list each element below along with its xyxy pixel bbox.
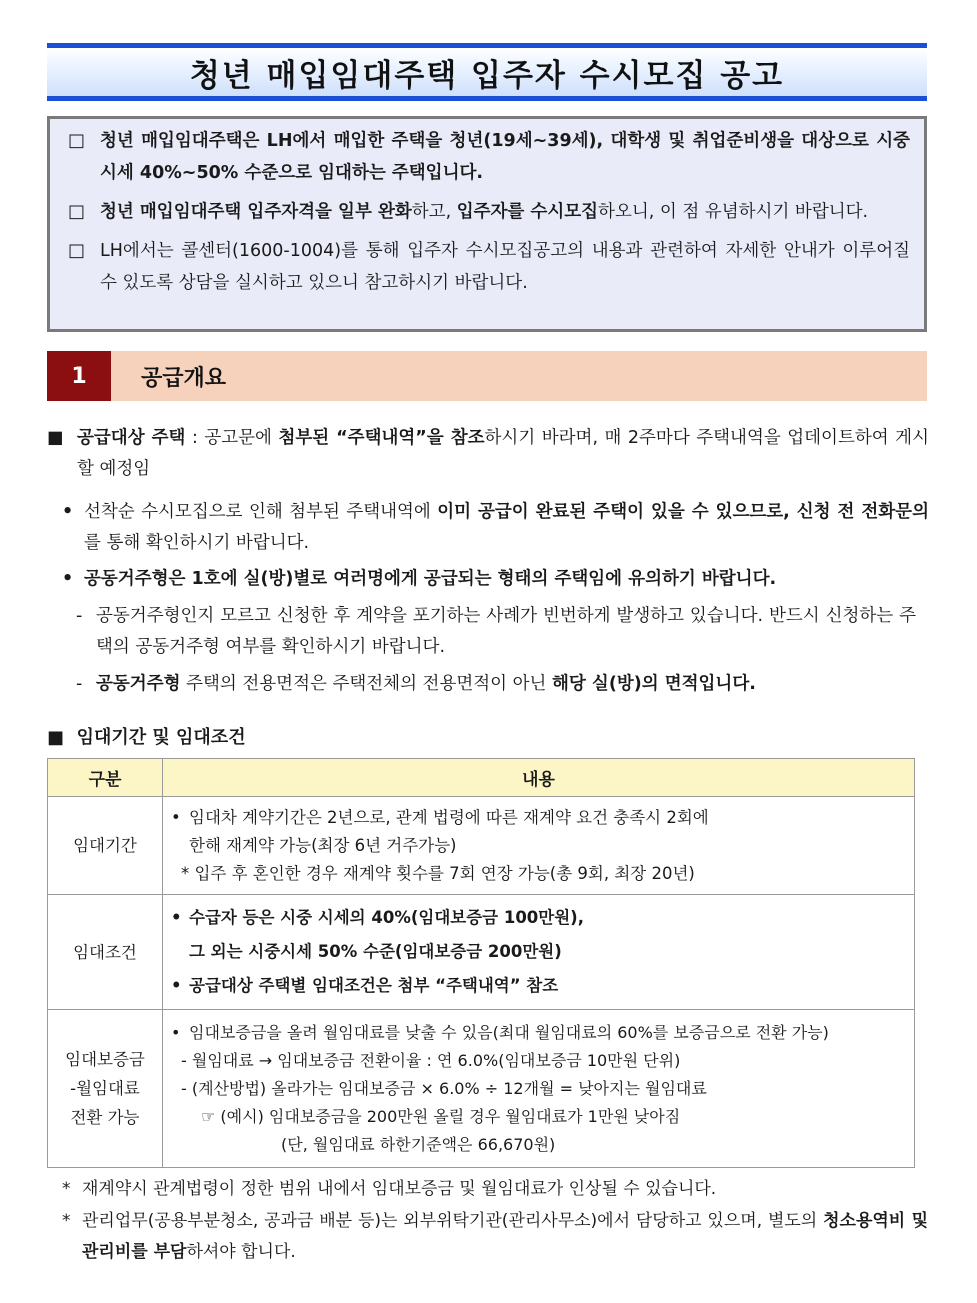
dash-paragraph: [76, 601, 916, 663]
dash-text: 주택의 전용면적은 주택전체의 전용면적이 아닌: [180, 674, 553, 694]
section-number: 1: [47, 351, 111, 401]
table-row: [48, 1010, 915, 1168]
content-line: 임대보증금을 올려 월임대료를 낮출 수 있음(최대 월임대료의 60%를 보증금으로 전환 가능): [189, 1022, 829, 1042]
category-line: 전환 가능: [70, 1108, 140, 1127]
checkbox-square-icon: □: [68, 130, 86, 151]
content-line: ☞ (예시) 임대보증금을 200만원 올릴 경우 월임대료가 1만원 낮아짐: [201, 1106, 681, 1126]
rent-conditions-table: [47, 758, 915, 1168]
notice-item: [68, 235, 910, 299]
dash-text-bold: 공동거주형: [96, 674, 181, 694]
bullet-paragraph: [62, 564, 929, 595]
supply-label: 공급대상 주택: [77, 428, 186, 448]
notice-item: [68, 125, 910, 189]
content-line: - 월임대료 → 임대보증금 전환이율 : 연 6.0%(임대보증금 10만원 단위): [181, 1050, 681, 1070]
notice-text-bold: 청년 매입임대주택 입주자격을 일부 완화: [100, 202, 412, 222]
row-category: [48, 1010, 163, 1168]
table-header-content: 내용: [163, 759, 915, 797]
dot-bullet-icon: •: [171, 908, 182, 927]
content-line: * 입주 후 혼인한 경우 재계약 횟수를 7회 연장 가능(총 9회, 최장 20년): [181, 863, 695, 883]
content-line: 공급대상 주택별 임대조건은 첨부 “주택내역” 참조: [189, 976, 559, 995]
dot-bullet-icon: •: [62, 569, 74, 589]
title-banner: [47, 43, 927, 101]
notice-text: 청년 매입임대주택은 LH에서 매입한 주택을 청년(19세~39세), 대학생 및 취업준비생을 대상으로 시중시세 40%~50% 수준으로 임대하는 주택입니다.: [100, 131, 910, 183]
footnote-text: 하셔야 합니다.: [186, 1242, 296, 1262]
bullet-text: 선착순 수시모집으로 인해 첨부된 주택내역에: [84, 502, 438, 522]
supply-sep: : 공고문에: [185, 428, 279, 448]
bullet-text: 를 통해 확인하시기 바랍니다.: [84, 533, 310, 553]
footnote-text-bold: 청소용역비 및 관리비를 부담: [82, 1211, 928, 1262]
dot-bullet-icon: •: [62, 502, 74, 522]
table-row: [48, 797, 915, 895]
notice-text: 하고,: [411, 202, 457, 222]
supply-target-paragraph: [47, 423, 929, 485]
dot-bullet-icon: •: [171, 976, 182, 995]
notice-text: LH에서는 콜센터(1600-1004)를 통해 입주자 수시모집공고의 내용과 관련하여 자세한 안내가 이루어질 수 있도록 상담을 실시하고 있으니 참고하시기 바랍니다.: [100, 241, 910, 293]
asterisk-marker: *: [62, 1179, 71, 1199]
square-bullet-icon: ■: [47, 727, 65, 748]
content-line: (단, 월임대료 하한기준액은 66,670원): [281, 1134, 556, 1154]
footnote: [62, 1174, 928, 1205]
footnote: [62, 1206, 928, 1268]
content-line: - (계산방법) 올라가는 임대보증금 × 6.0% ÷ 12개월 = 낮아지는 월임대료: [181, 1078, 707, 1098]
dot-bullet-icon: •: [171, 1022, 181, 1042]
section-header: [47, 351, 927, 401]
row-category: 임대조건: [48, 895, 163, 1010]
dash-marker: -: [76, 606, 83, 626]
supply-rest: 하시기 바라며, 매 2주마다 주택내역을 업데이트하여 게시할 예정임: [77, 428, 929, 479]
row-category: 임대기간: [48, 797, 163, 895]
row-content: [163, 1010, 915, 1168]
supply-bold: 첨부된 “주택내역”을 참조: [278, 428, 485, 448]
bullet-text-bold: 이미 공급이 완료된 주택이 있을 수 있으므로, 신청 전 전화문의: [437, 502, 929, 522]
asterisk-marker: *: [62, 1211, 71, 1231]
notice-text-bold: 입주자를 수시모집: [456, 202, 599, 222]
category-line: 임대보증금: [65, 1050, 145, 1069]
rent-heading: [47, 723, 246, 749]
dash-paragraph: [76, 669, 916, 700]
footnote-text: 관리업무(공용부분청소, 공과금 배분 등)는 외부위탁기관(관리사무소)에서 담당하고 있으며, 별도의: [82, 1211, 818, 1231]
page-title: 청년 매입임대주택 입주자 수시모집 공고: [189, 57, 785, 94]
table-row: [48, 895, 915, 1010]
bullet-text-bold: 공동거주형은 1호에 실(방)별로 여러명에게 공급되는 형태의 주택임에 유의하기 바랍니다.: [84, 569, 777, 589]
content-line: 그 외는 시중시세 50% 수준(임대보증금 200만원): [189, 942, 562, 961]
rent-heading-text: 임대기간 및 임대조건: [76, 727, 246, 748]
section-title: 공급개요: [141, 365, 227, 391]
notice-text: 하오니, 이 점 유념하시기 바랍니다.: [598, 202, 869, 222]
dash-text: 공동거주형인지 모르고 신청한 후 계약을 포기하는 사례가 빈번하게 발생하고 있습니다. 반드시 신청하는 주택의 공동거주형 여부를 확인하시기 바랍니다.: [96, 606, 916, 657]
footnote-text: 재계약시 관계법령이 정한 범위 내에서 임대보증금 및 월임대료가 인상될 수 있습니다.: [82, 1179, 717, 1199]
category-line: -월임대료: [70, 1079, 140, 1098]
dot-bullet-icon: •: [171, 807, 181, 827]
bullet-paragraph: [62, 497, 929, 559]
notice-box: [47, 116, 927, 332]
checkbox-square-icon: □: [68, 201, 86, 222]
square-bullet-icon: ■: [47, 428, 64, 448]
row-content: [163, 895, 915, 1010]
content-line: 임대차 계약기간은 2년으로, 관계 법령에 따른 재계약 요건 충족시 2회에: [189, 807, 709, 827]
content-line: 수급자 등은 시중 시세의 40%(임대보증금 100만원),: [189, 908, 584, 927]
table-header-category: 구분: [48, 759, 163, 797]
dash-text-bold: 해당 실(방)의 면적입니다.: [552, 674, 756, 694]
dash-marker: -: [76, 674, 83, 694]
notice-item: [68, 196, 910, 228]
row-content: [163, 797, 915, 895]
checkbox-square-icon: □: [68, 240, 86, 261]
content-line: 한해 재계약 가능(최장 6년 거주가능): [189, 835, 457, 855]
